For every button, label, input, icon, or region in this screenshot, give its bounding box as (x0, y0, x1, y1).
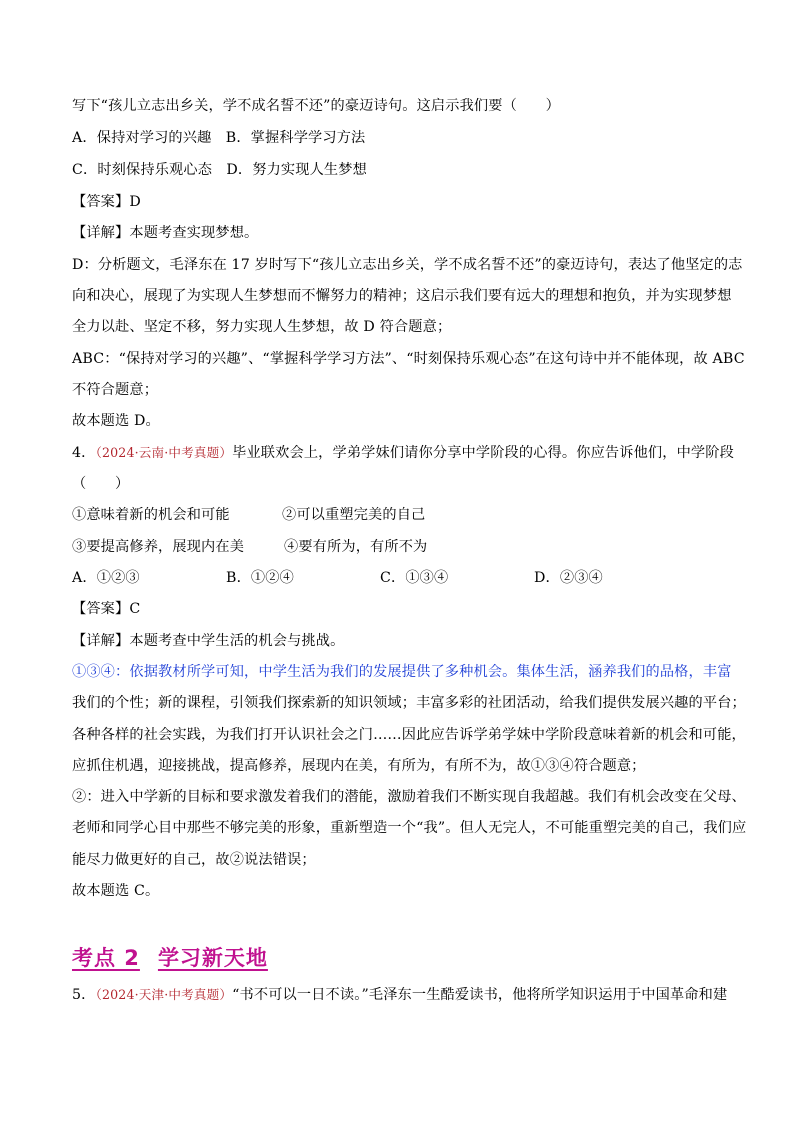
q5-stem-line (72, 985, 727, 1005)
q4-statement-4: ④要有所为，有所不为 (284, 539, 428, 555)
q3-answer: D (129, 194, 141, 210)
answer-tag: 【答案】 (72, 601, 130, 617)
q4-paren: （ ） (72, 476, 130, 492)
q4-option-a: A．①②③ (72, 570, 140, 586)
q3-detail-line (72, 223, 258, 243)
q3-analysis-line: 不符合题意； (72, 382, 159, 398)
q3-conclusion: 故本题选 D。 (72, 413, 160, 429)
q4-stem: 毕业联欢会上，学弟学妹们请你分享中学阶段的心得。你应告诉他们，中学阶段 (232, 445, 734, 461)
q4-option-d: D．②③④ (534, 570, 603, 586)
q3-answer-line (72, 192, 141, 212)
q4-statement-1: ①意味着新的机会和可能 (72, 507, 230, 523)
q3-analysis-line: D：分析题文，毛泽东在 17 岁时写下“孩儿立志出乡关，学不成名誓不还”的豪迈诗句，表达了他坚定的志 (72, 257, 743, 273)
q4-stem-line (72, 443, 734, 463)
section-label: 考点 2 (72, 946, 140, 970)
q4-analysis-line: 应抓住机遇，迎接挑战，提高修养，展现内在美，有所为，有所不为，故①③④符合题意； (72, 758, 646, 774)
q4-answer: C (129, 601, 141, 617)
q3-detail-intro: 本题考查实现梦想。 (129, 225, 259, 241)
q4-analysis-line: 能尽力做更好的自己，故②说法错误； (72, 852, 316, 868)
q4-analysis-line: 我们的个性；新的课程，引领我们探索新的知识领域；丰富多彩的社团活动，给我们提供发展兴趣的平台； (72, 695, 746, 711)
q4-statement-3: ③要提高修养，展现内在美 (72, 539, 245, 555)
q4-analysis-highlight: ①③④：依据教材所学可知，中学生活为我们的发展提供了多种机会。集体生活，涵养我们的品格，丰富 (72, 664, 732, 680)
q4-analysis-line: 老师和同学心目中那些不够完美的形象，重新塑造一个“我”。但人无完人，不可能重塑完美的自己，我们应 (72, 820, 747, 836)
q5-number: 5． (72, 987, 96, 1003)
q4-statement-2: ②可以重塑完美的自己 (282, 507, 426, 523)
q3-analysis-line: 向和决心，展现了为实现人生梦想而不懈努力的精神；这启示我们要有远大的理想和抱负，并为实现梦想 (72, 288, 732, 304)
q3-analysis-line: 全力以赴、坚定不移，努力实现人生梦想，故 D 符合题意； (72, 319, 452, 335)
q4-conclusion: 故本题选 C。 (72, 883, 160, 899)
q4-statements-row2 (72, 537, 732, 557)
q4-source: （2024·云南·中考真题） (95, 445, 233, 460)
q4-options (72, 568, 732, 588)
q4-analysis-line: ②：进入中学新的目标和要求激发着我们的潜能，激励着我们不断实现自我超越。我们有机会改变在父母、 (72, 789, 746, 805)
q3-analysis-line: ABC：“保持对学习的兴趣”、“掌握科学学习方法”、“时刻保持乐观心态”在这句诗中并不能体现，故 ABC (72, 351, 745, 367)
section-title: 学习新天地 (157, 946, 268, 970)
answer-tag: 【答案】 (72, 194, 130, 210)
section-heading (72, 944, 268, 972)
q5-source: （2024·天津·中考真题） (95, 987, 233, 1002)
detail-tag: 【详解】 (72, 633, 130, 649)
q4-statements-row1 (72, 505, 732, 525)
q4-detail-line (72, 631, 344, 651)
q3-stem-tail: 写下“孩儿立志出乡关，学不成名誓不还”的豪迈诗句。这启示我们要（ ） (72, 98, 560, 114)
q4-answer-line (72, 599, 140, 619)
detail-tag: 【详解】 (72, 225, 130, 241)
q4-option-b: B．①②④ (226, 570, 294, 586)
q3-options-row2: C．时刻保持乐观心态 D．努力实现人生梦想 (72, 162, 367, 178)
q5-stem: “书不可以一日不读。”毛泽东一生酷爱读书，他将所学知识运用于中国革命和建 (232, 987, 728, 1003)
q4-detail-intro: 本题考查中学生活的机会与挑战。 (129, 633, 345, 649)
q3-options-row1: A．保持对学习的兴趣 B．掌握科学学习方法 (72, 130, 366, 146)
q4-number: 4． (72, 445, 96, 461)
q4-option-c: C．①③④ (380, 570, 449, 586)
q4-analysis-line: 各种各样的社会实践，为我们打开认识社会之门……因此应告诉学弟学妹中学阶段意味着新的机会和可能， (72, 727, 746, 743)
